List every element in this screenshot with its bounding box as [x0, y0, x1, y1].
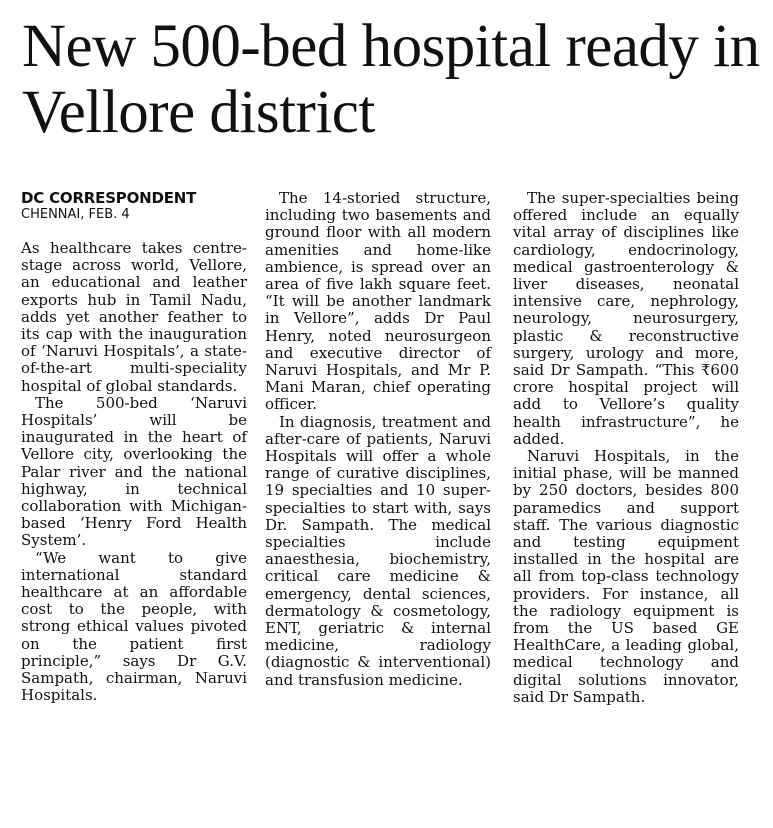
dateline: CHENNAI, FEB. 4 — [21, 207, 130, 222]
headline: New 500-bed hospital ready in Vellore district — [22, 13, 760, 146]
paragraph: The 14-storied structure, including two basements and ground floor with all modern amenities and home-like ambience, is spread over an area of five lakh square feet. “It will be another landmark in Vellore”, adds Dr Paul Henry, noted neurosurgeon and executive director of Naruvi Hospitals, and Mr P. Mani Maran, chief operating officer. — [265, 189, 491, 414]
paragraph: As healthcare takes centre-stage across world, Vellore, an educational and leather exports hub in Tamil Nadu, adds yet another feather to its cap with the inauguration of ‘Naruvi Hospitals’, a state-of-the-art multi-speciality hospital of global standards. — [21, 239, 247, 395]
paragraph: The super-specialties being offered include an equally vital array of disciplines like cardiology, endocrinology, medical gastroenterology & liver diseases, neonatal intensive care, nephrology, neurology, neurosurgery, plastic & reconstructive surgery, urology and more, said Dr Sampath. “This ₹600 crore hospital project will add to Vellore’s quality health infrastructure”, he added. — [513, 189, 739, 448]
column-2 — [265, 190, 491, 689]
byline: DC CORRESPONDENT — [21, 189, 197, 207]
paragraph: The 500-bed ‘Naruvi Hospitals’ will be inaugurated in the heart of Vellore city, overlooking the Palar river and the national highway, in technical collaboration with Michigan-based ‘Henry Ford Health System’. — [21, 393, 247, 550]
column-3 — [513, 190, 739, 706]
paragraph: “We want to give international standard healthcare at an affordable cost to the people, with strong ethical values pivoted on the patient first principle,” says Dr G.V. Sampath, chairman, Naruvi Hospitals. — [21, 548, 247, 705]
paragraph: Naruvi Hospitals, in the initial phase, will be manned by 250 doctors, besides 800 paramedics and support staff. The various diagnostic and testing equipment installed in the hospital are all from top-class technology providers. For instance, all the radiology equipment is from the US based GE HealthCare, a leading global, medical technology and digital solutions innovator, said Dr Sampath. — [513, 447, 739, 706]
column-1 — [21, 190, 247, 704]
paragraph: In diagnosis, treatment and after-care of patients, Naruvi Hospitals will offer a whole range of curative disciplines, 19 specialties and 10 super-specialties to start with, says Dr. Sampath. The medical specialties include anaesthesia, biochemistry, critical care medicine & emergency, dental sciences, dermatology & cosmetology, ENT, geriatric & internal medicine, radiology (diagnostic & interventional) and transfusion medicine. — [265, 412, 491, 689]
